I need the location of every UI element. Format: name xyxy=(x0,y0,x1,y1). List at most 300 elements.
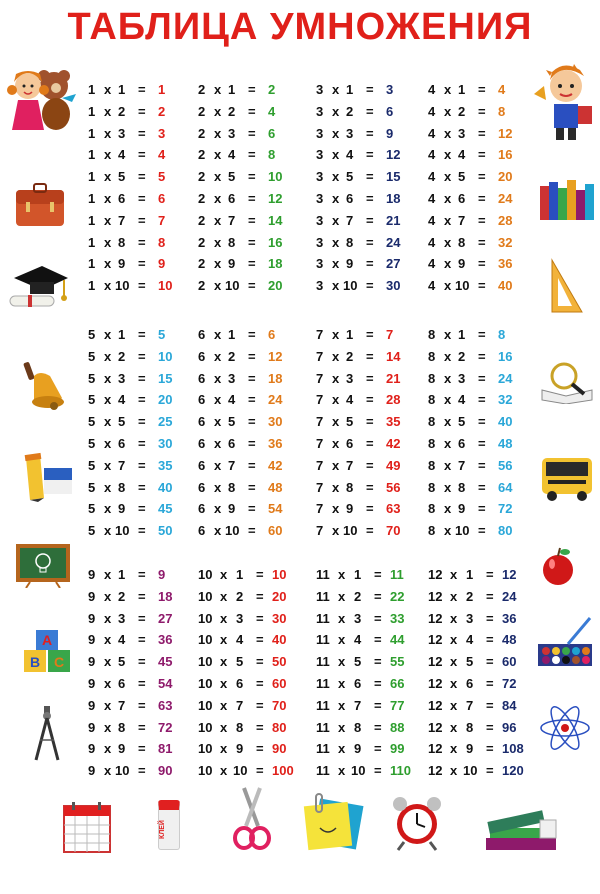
multiplier: 8 xyxy=(228,234,236,250)
multiplier: 1 xyxy=(236,567,244,582)
multiplicand: 5 xyxy=(88,414,96,430)
multiplier: 5 xyxy=(346,414,354,430)
times-sign: x xyxy=(332,256,340,272)
multiplier: 2 xyxy=(228,348,236,364)
table-row xyxy=(316,761,446,781)
times-sign: x xyxy=(220,763,228,779)
times-sign: x xyxy=(444,82,452,97)
equals-sign: = xyxy=(478,125,486,141)
equals-sign: = xyxy=(138,414,146,430)
multiplier: 8 xyxy=(458,479,466,495)
table-row xyxy=(198,761,328,781)
multiplicand: 11 xyxy=(316,741,330,757)
multiplicand: 9 xyxy=(88,719,96,735)
table-row xyxy=(198,347,328,367)
table-row xyxy=(428,499,558,519)
multiplier: 2 xyxy=(458,103,466,119)
equals-sign: = xyxy=(248,234,256,250)
multiplicand: 9 xyxy=(88,632,96,648)
product: 15 xyxy=(158,370,173,386)
times-sign: x xyxy=(220,567,228,582)
times-sign: x xyxy=(338,654,346,670)
table-row xyxy=(428,412,558,432)
product: 12 xyxy=(502,567,517,582)
equals-sign: = xyxy=(478,103,486,119)
times-sign: x xyxy=(444,327,452,342)
glue-stick-icon xyxy=(158,800,180,850)
equals-sign: = xyxy=(486,567,494,582)
times-sign: x xyxy=(450,719,458,735)
multiplier: 3 xyxy=(228,125,236,141)
product: 8 xyxy=(268,147,276,163)
chalkboard-icon xyxy=(14,542,72,588)
equals-sign: = xyxy=(366,392,374,408)
product: 100 xyxy=(272,763,294,779)
table-row xyxy=(316,456,446,476)
times-sign: x xyxy=(104,741,112,757)
table-row xyxy=(316,674,446,694)
equals-sign: = xyxy=(366,278,374,294)
table-row xyxy=(428,233,558,253)
multiplicand: 11 xyxy=(316,610,330,626)
multiplicand: 10 xyxy=(198,676,213,691)
multiplicand: 6 xyxy=(198,348,206,364)
table-row xyxy=(198,211,328,231)
table-row xyxy=(428,145,558,165)
times-sign: x xyxy=(220,676,228,691)
times-sign: x xyxy=(214,501,222,517)
times-sign: x xyxy=(104,278,112,294)
equals-sign: = xyxy=(248,147,256,163)
equals-sign: = xyxy=(478,392,486,408)
product: 1 xyxy=(158,82,166,97)
multiplicand: 8 xyxy=(428,457,436,473)
multiplier: 6 xyxy=(118,676,126,691)
equals-sign: = xyxy=(248,278,256,294)
product: 30 xyxy=(386,278,401,294)
multiplicand: 10 xyxy=(198,763,213,779)
table-row xyxy=(316,189,446,209)
product: 18 xyxy=(268,370,283,386)
svg-text:A: A xyxy=(41,632,53,648)
multiplier: 1 xyxy=(346,82,354,97)
table-row xyxy=(198,696,328,716)
multiplier: 2 xyxy=(458,348,466,364)
product: 56 xyxy=(386,479,401,495)
table-row xyxy=(428,565,558,585)
table-row xyxy=(198,456,328,476)
times-sign: x xyxy=(444,457,452,473)
multiplicand: 1 xyxy=(88,256,96,272)
multiplicand: 4 xyxy=(428,147,436,163)
equals-sign: = xyxy=(248,457,256,473)
times-sign: x xyxy=(444,169,452,185)
times-sign: x xyxy=(450,610,458,626)
multiplicand: 5 xyxy=(88,370,96,386)
table-row xyxy=(428,276,558,296)
multiplier: 5 xyxy=(118,654,126,670)
times-sign: x xyxy=(444,370,452,386)
multiplier: 4 xyxy=(346,392,354,408)
table-row xyxy=(316,80,446,100)
multiplier: 7 xyxy=(236,697,244,713)
times-sign: x xyxy=(444,256,452,272)
multiplier: 9 xyxy=(118,501,126,517)
times-sign: x xyxy=(104,212,112,228)
equals-sign: = xyxy=(248,479,256,495)
multiplicand: 6 xyxy=(198,414,206,430)
multiplier: 10 xyxy=(455,278,470,294)
product: 33 xyxy=(390,610,405,626)
product: 81 xyxy=(158,741,173,757)
product: 7 xyxy=(158,212,166,228)
multiplier: 4 xyxy=(458,147,466,163)
equals-sign: = xyxy=(138,256,146,272)
product: 4 xyxy=(498,82,506,97)
equals-sign: = xyxy=(374,567,382,582)
equals-sign: = xyxy=(366,457,374,473)
times-sign: x xyxy=(444,523,452,539)
product: 88 xyxy=(390,719,405,735)
multiplicand: 5 xyxy=(88,392,96,408)
multiplier: 3 xyxy=(118,370,126,386)
equals-sign: = xyxy=(478,169,486,185)
times-sign: x xyxy=(104,610,112,626)
times-sign: x xyxy=(214,479,222,495)
product: 30 xyxy=(268,414,283,430)
times-sign: x xyxy=(214,103,222,119)
multiplicand: 6 xyxy=(198,392,206,408)
product: 24 xyxy=(386,234,401,250)
multiplier: 1 xyxy=(354,567,362,582)
scissors-icon xyxy=(232,786,272,850)
multiplicand: 10 xyxy=(198,632,213,648)
times-sign: x xyxy=(332,392,340,408)
table-row xyxy=(198,80,328,100)
alarm-clock-icon xyxy=(390,792,444,852)
equals-sign: = xyxy=(256,676,264,691)
product: 30 xyxy=(158,436,173,451)
product: 9 xyxy=(386,125,394,141)
times-sign: x xyxy=(104,191,112,206)
multiplier: 8 xyxy=(346,479,354,495)
equals-sign: = xyxy=(374,632,382,648)
multiplicand: 10 xyxy=(198,567,213,582)
multiplicand: 6 xyxy=(198,479,206,495)
multiplicand: 10 xyxy=(198,719,213,735)
multiplicand: 7 xyxy=(316,436,324,451)
multiplier: 9 xyxy=(346,501,354,517)
equals-sign: = xyxy=(478,256,486,272)
times-sign: x xyxy=(332,278,340,294)
product: 36 xyxy=(268,436,283,451)
table-row xyxy=(198,609,328,629)
product: 35 xyxy=(386,414,401,430)
equals-sign: = xyxy=(478,212,486,228)
product: 28 xyxy=(386,392,401,408)
product: 45 xyxy=(158,654,173,670)
product: 25 xyxy=(158,414,173,430)
table-row xyxy=(198,254,328,274)
equals-sign: = xyxy=(374,588,382,604)
product: 10 xyxy=(268,169,283,185)
table-row xyxy=(198,189,328,209)
product: 6 xyxy=(268,327,276,342)
multiplicand: 9 xyxy=(88,763,96,779)
product: 54 xyxy=(268,501,283,517)
product: 24 xyxy=(498,370,513,386)
multiplicand: 5 xyxy=(88,457,96,473)
table-row xyxy=(316,718,446,738)
multiplier: 8 xyxy=(118,479,126,495)
multiplicand: 1 xyxy=(88,147,96,163)
equals-sign: = xyxy=(248,501,256,517)
multiplicand: 2 xyxy=(198,256,206,272)
product: 63 xyxy=(158,697,173,713)
multiplicand: 9 xyxy=(88,741,96,757)
product: 21 xyxy=(386,370,401,386)
multiplicand: 10 xyxy=(198,697,213,713)
multiplicand: 4 xyxy=(428,256,436,272)
multiplicand: 4 xyxy=(428,212,436,228)
times-sign: x xyxy=(332,212,340,228)
times-sign: x xyxy=(332,457,340,473)
times-sign: x xyxy=(220,588,228,604)
multiplier: 2 xyxy=(466,588,474,604)
multiplier: 10 xyxy=(343,523,358,539)
table-row xyxy=(198,739,328,759)
equals-sign: = xyxy=(366,479,374,495)
apple-icon xyxy=(540,546,576,586)
times-sign: x xyxy=(220,697,228,713)
equals-sign: = xyxy=(366,370,374,386)
table-row xyxy=(316,276,446,296)
equals-sign: = xyxy=(138,501,146,517)
times-sign: x xyxy=(220,632,228,648)
multiplicand: 6 xyxy=(198,436,206,451)
product: 35 xyxy=(158,457,173,473)
times-sign: x xyxy=(214,82,222,97)
product: 45 xyxy=(158,501,173,517)
multiplicand: 8 xyxy=(428,479,436,495)
times-sign: x xyxy=(444,147,452,163)
product: 70 xyxy=(272,697,287,713)
equals-sign: = xyxy=(256,632,264,648)
times-sign: x xyxy=(332,523,340,539)
equals-sign: = xyxy=(138,212,146,228)
multiplicand: 2 xyxy=(198,212,206,228)
product: 70 xyxy=(386,523,401,539)
product: 24 xyxy=(268,392,283,408)
product: 16 xyxy=(498,348,513,364)
product: 50 xyxy=(158,523,173,539)
table-row xyxy=(198,565,328,585)
equals-sign: = xyxy=(248,256,256,272)
multiplier: 9 xyxy=(346,256,354,272)
multiplier: 3 xyxy=(458,370,466,386)
times-sign: x xyxy=(444,348,452,364)
product: 4 xyxy=(268,103,276,119)
product: 72 xyxy=(158,719,173,735)
product: 2 xyxy=(268,82,276,97)
multiplier: 5 xyxy=(228,169,236,185)
product: 3 xyxy=(158,125,166,141)
multiplicand: 7 xyxy=(316,457,324,473)
equals-sign: = xyxy=(478,348,486,364)
times-sign: x xyxy=(214,234,222,250)
girl-with-teddy-bear-icon xyxy=(6,64,78,136)
multiplier: 2 xyxy=(118,348,126,364)
times-sign: x xyxy=(450,741,458,757)
multiplicand: 5 xyxy=(88,501,96,517)
multiplier: 3 xyxy=(118,610,126,626)
product: 7 xyxy=(386,327,394,342)
multiplier: 4 xyxy=(346,147,354,163)
times-sign: x xyxy=(104,501,112,517)
product: 14 xyxy=(386,348,401,364)
equals-sign: = xyxy=(366,125,374,141)
multiplier: 2 xyxy=(236,588,244,604)
equals-sign: = xyxy=(478,82,486,97)
multiplicand: 3 xyxy=(316,125,324,141)
equals-sign: = xyxy=(374,610,382,626)
product: 9 xyxy=(158,567,166,582)
table-row xyxy=(198,412,328,432)
times-sign: x xyxy=(332,82,340,97)
table-row xyxy=(198,630,328,650)
multiplier: 6 xyxy=(118,436,126,451)
table-row xyxy=(198,587,328,607)
product: 10 xyxy=(272,567,287,582)
equals-sign: = xyxy=(374,697,382,713)
times-sign: x xyxy=(104,82,112,97)
product: 108 xyxy=(502,741,524,757)
table-row xyxy=(316,630,446,650)
multiplicand: 12 xyxy=(428,719,443,735)
multiplier: 6 xyxy=(466,676,474,691)
multiplicand: 1 xyxy=(88,212,96,228)
multiplicand: 6 xyxy=(198,523,206,539)
multiplicand: 1 xyxy=(88,125,96,141)
product: 30 xyxy=(272,610,287,626)
equals-sign: = xyxy=(256,763,264,779)
multiplier: 9 xyxy=(354,741,362,757)
equals-sign: = xyxy=(256,610,264,626)
multiplicand: 10 xyxy=(198,588,213,604)
equals-sign: = xyxy=(366,103,374,119)
times-sign: x xyxy=(332,191,340,206)
equals-sign: = xyxy=(374,654,382,670)
equals-sign: = xyxy=(248,169,256,185)
equals-sign: = xyxy=(138,588,146,604)
multiplicand: 7 xyxy=(316,327,324,342)
multiplicand: 9 xyxy=(88,654,96,670)
table-row xyxy=(198,369,328,389)
product: 16 xyxy=(498,147,513,163)
bell-icon xyxy=(20,358,70,414)
equals-sign: = xyxy=(366,191,374,206)
table-row xyxy=(316,609,446,629)
equals-sign: = xyxy=(486,741,494,757)
table-row xyxy=(198,718,328,738)
equals-sign: = xyxy=(138,632,146,648)
multiplier: 1 xyxy=(458,82,466,97)
equals-sign: = xyxy=(138,654,146,670)
equals-sign: = xyxy=(366,256,374,272)
table-row xyxy=(428,325,558,345)
multiplicand: 8 xyxy=(428,327,436,342)
multiplicand: 3 xyxy=(316,103,324,119)
table-row xyxy=(316,167,446,187)
table-row xyxy=(428,434,558,454)
product: 28 xyxy=(498,212,513,228)
times-sign: x xyxy=(104,234,112,250)
times-sign: x xyxy=(332,234,340,250)
times-sign: x xyxy=(104,523,112,539)
multiplicand: 10 xyxy=(198,741,213,757)
multiplier: 4 xyxy=(118,392,126,408)
times-sign: x xyxy=(444,191,452,206)
product: 21 xyxy=(386,212,401,228)
equals-sign: = xyxy=(478,457,486,473)
multiplicand: 5 xyxy=(88,327,96,342)
multiplicand: 7 xyxy=(316,414,324,430)
multiplicand: 11 xyxy=(316,632,330,648)
product: 20 xyxy=(268,278,283,294)
times-sign: x xyxy=(214,169,222,185)
graduation-cap-diploma-icon xyxy=(8,262,70,314)
multiplier: 9 xyxy=(228,256,236,272)
product: 60 xyxy=(272,676,287,691)
multiplier: 6 xyxy=(236,676,244,691)
product: 22 xyxy=(390,588,405,604)
times-sign: x xyxy=(104,436,112,451)
multiplicand: 7 xyxy=(316,392,324,408)
product: 63 xyxy=(386,501,401,517)
glue-stick-label: КЛЕЙ xyxy=(158,820,166,839)
table-row xyxy=(198,434,328,454)
multiplier: 7 xyxy=(458,457,466,473)
equals-sign: = xyxy=(138,82,146,97)
product: 6 xyxy=(386,103,394,119)
multiplier: 4 xyxy=(118,632,126,648)
equals-sign: = xyxy=(478,501,486,517)
multiplier: 4 xyxy=(228,147,236,163)
multiplier: 2 xyxy=(118,588,126,604)
multiplier: 7 xyxy=(118,697,126,713)
product: 60 xyxy=(268,523,283,539)
product: 10 xyxy=(158,278,173,294)
multiplicand: 3 xyxy=(316,234,324,250)
equals-sign: = xyxy=(366,234,374,250)
times-sign: x xyxy=(338,719,346,735)
equals-sign: = xyxy=(478,147,486,163)
equals-sign: = xyxy=(486,588,494,604)
product: 49 xyxy=(386,457,401,473)
multiplicand: 5 xyxy=(88,348,96,364)
times-sign: x xyxy=(338,632,346,648)
times-sign: x xyxy=(450,763,458,779)
multiplicand: 1 xyxy=(88,82,96,97)
multiplicand: 9 xyxy=(88,567,96,582)
multiplier: 8 xyxy=(466,719,474,735)
multiplier: 2 xyxy=(346,103,354,119)
product: 16 xyxy=(268,234,283,250)
equals-sign: = xyxy=(248,392,256,408)
sticky-notes-icon xyxy=(302,792,364,854)
multiplier: 6 xyxy=(458,436,466,451)
product: 20 xyxy=(158,392,173,408)
